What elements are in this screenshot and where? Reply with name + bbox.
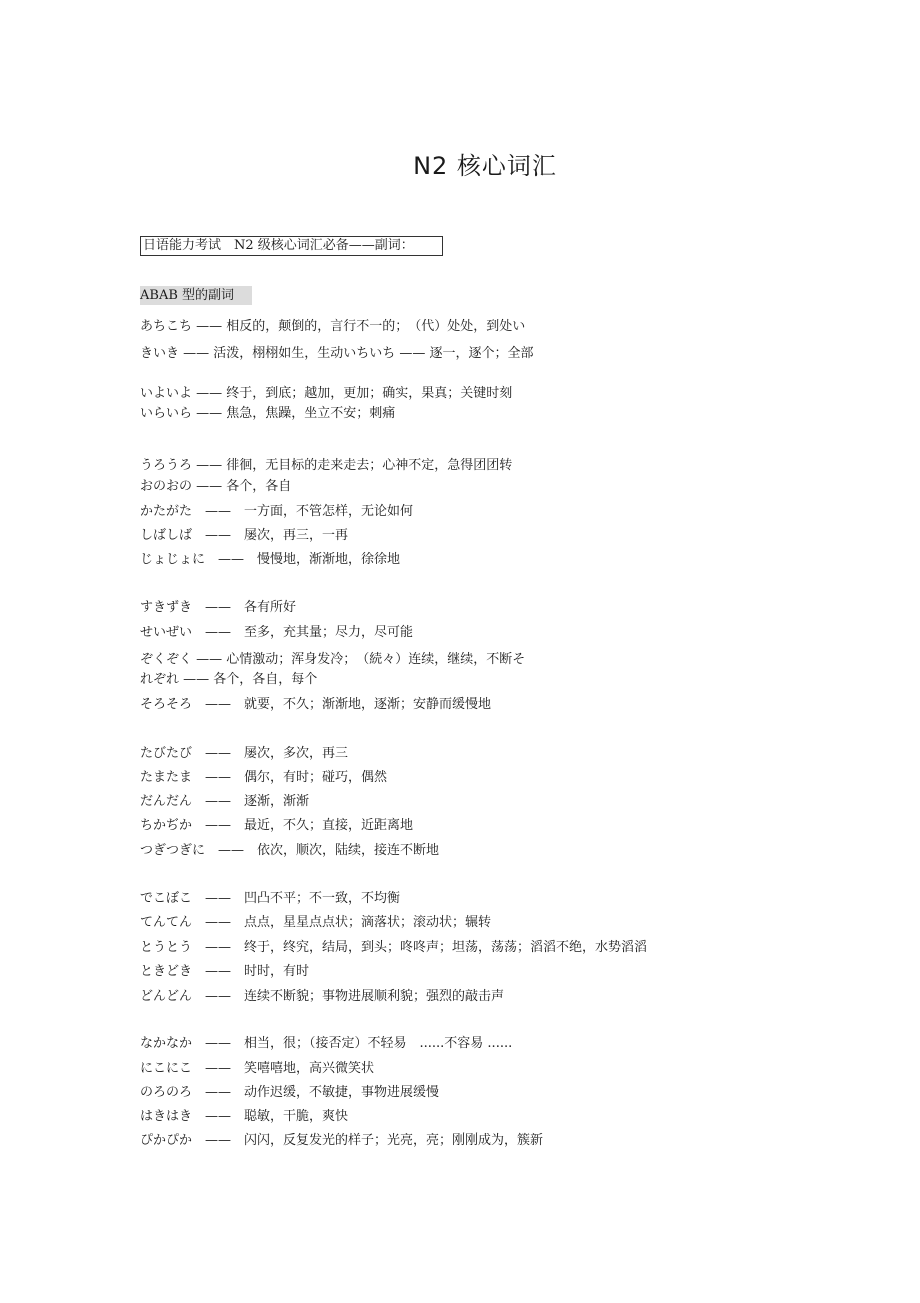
- subtitle-box: 日语能力考试 N2 级核心词汇必备——副词：: [140, 236, 443, 256]
- vocab-entry: てんてん —— 点点，星星点点状；滴落状；滚动状；辗转: [140, 915, 492, 930]
- vocab-entry: すきずき —— 各有所好: [140, 600, 297, 615]
- vocab-entry: ぞくぞく —— 心情激动；浑身发冷； （続々）连续，继续，不断そ: [140, 652, 526, 667]
- vocab-entry: つぎつぎに —— 依次，顺次，陆续，接连不断地: [140, 843, 440, 858]
- vocab-entry: じょじょに —— 慢慢地，渐渐地，徐徐地: [140, 552, 401, 567]
- vocab-entry: いよいよ —— 终于，到底；越加，更加；确实，果真；关键时刻: [140, 386, 513, 401]
- vocab-entry: のろのろ —— 动作迟缓，不敏捷，事物进展缓慢: [140, 1085, 440, 1100]
- vocab-entry: かたがた —— 一方面，不管怎样，无论如何: [140, 504, 414, 519]
- vocab-entry: なかなか —— 相当，很；（接否定）不轻易 ......不容易 ......: [140, 1036, 513, 1051]
- vocab-entry: きいき —— 活泼，栩栩如生，生动いちいち —— 逐一，逐个；全部: [140, 346, 534, 361]
- vocab-entry: ぴかぴか —— 闪闪，反复发光的样子；光亮，亮；刚刚成为，簇新: [140, 1133, 544, 1148]
- vocab-entry: でこぼこ —— 凹凸不平；不一致，不均衡: [140, 891, 401, 906]
- vocab-entry: おのおの —— 各个，各自: [140, 479, 292, 494]
- vocab-entry: ちかぢか —— 最近，不久；直接，近距离地: [140, 818, 414, 833]
- vocab-entry: うろうろ —— 徘徊，无目标的走来走去；心神不定，急得团团转: [140, 458, 513, 473]
- vocab-entry: だんだん —— 逐渐，渐渐: [140, 794, 310, 809]
- section-heading: ABAB 型的副词: [140, 286, 252, 305]
- page-title: N2 核心词汇: [413, 152, 557, 180]
- vocab-entry: ときどき —— 时时，有时: [140, 964, 310, 979]
- vocab-entry: とうとう —— 终于，终究，结局，到头；咚咚声；坦荡，荡荡；滔滔不绝，水势滔滔: [140, 940, 648, 955]
- vocab-entry: いらいら —— 焦急，焦躁，坐立不安；刺痛: [140, 406, 396, 421]
- vocab-entry: にこにこ —— 笑嘻嘻地，高兴微笑状: [140, 1061, 375, 1076]
- vocab-entry: たびたび —— 屡次，多次，再三: [140, 746, 349, 761]
- vocab-entry: せいぜい —— 至多，充其量；尽力，尽可能: [140, 625, 414, 640]
- vocab-entry: はきはき —— 聪敏，干脆，爽快: [140, 1109, 349, 1124]
- vocab-entry: そろそろ —— 就要，不久；渐渐地，逐渐；安静而缓慢地: [140, 697, 492, 712]
- vocab-entry: たまたま —— 偶尔，有时；碰巧，偶然: [140, 770, 388, 785]
- vocab-entry: どんどん —— 连续不断貌；事物进展顺利貌；强烈的敲击声: [140, 989, 505, 1004]
- vocab-entry: あちこち —— 相反的，颠倒的，言行不一的； （代）处处，到处い: [140, 319, 526, 334]
- vocab-entry: しばしば —— 屡次，再三，一再: [140, 528, 349, 543]
- vocab-entry: れぞれ —— 各个，各自，每个: [140, 672, 318, 687]
